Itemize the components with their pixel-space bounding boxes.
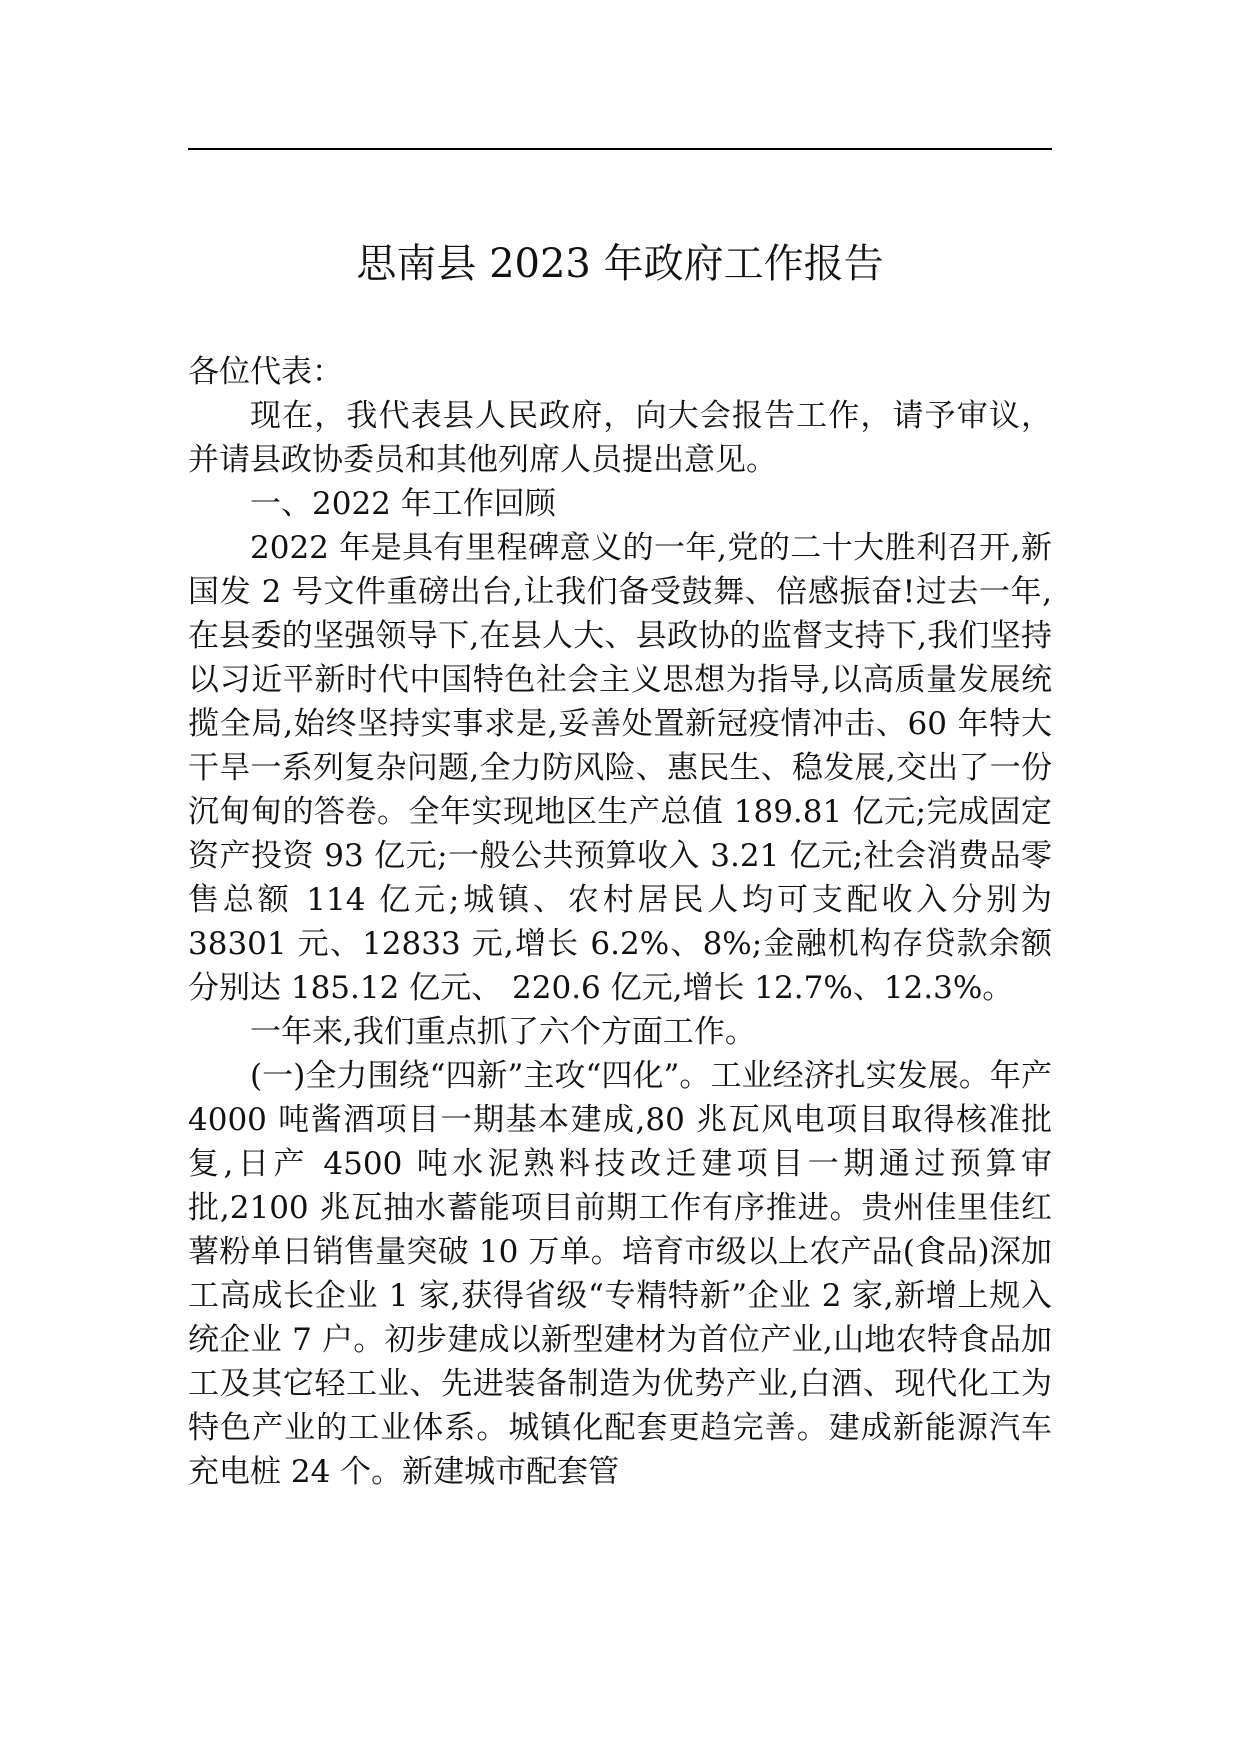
section-heading: 一、2022 年工作回顾 <box>250 486 556 522</box>
document-body <box>188 350 1052 1494</box>
paragraph: 2022 年是具有里程碑意义的一年,党的二十大胜利召开,新国发 2 号文件重磅出台,让我们备受鼓舞、倍感振奋!过去一年,在县委的坚强领导下,在县人大、县政协的监督支持下,我们坚持以习近平新时代中国特色社会主义思想为指导,以高质量发展统揽全局,始终坚持实事求是,妥善处置新冠疫情冲击、60 年特大干旱一系列复杂问题,全力防风险、惠民生、稳发展,交出了一份沉甸甸的答卷。全年实现地区生产总值 189.81 亿元;完成固定资产投资 93 亿元;一般公共预算收入 3.21 亿元;社会消费品零售总额 114 亿元;城镇、农村居民人均可支配收入分别为 38301 元、12833 元,增长 6.2%、8%;金融机构存贷款余额分别达 185.12 亿元、 220.6 亿元,增长 12.7%、12.3%。 <box>188 530 1052 1006</box>
header-rule <box>188 148 1052 150</box>
paragraph: 现在，我代表县人民政府，向大会报告工作，请予审议，并请县政协委员和其他列席人员提出意见。 <box>188 398 1052 478</box>
paragraph: 一年来,我们重点抓了六个方面工作。 <box>250 1014 756 1050</box>
salutation: 各位代表： <box>188 354 343 390</box>
document-title: 思南县 2023 年政府工作报告 <box>356 241 884 287</box>
paragraph: (一)全力围绕“四新”主攻“四化”。工业经济扎实发展。年产 4000 吨酱酒项目一期基本建成,80 兆瓦风电项目取得核准批复,日产 4500 吨水泥熟料技改迁建项目一期通过预算审批,2100 兆瓦抽水蓄能项目前期工作有序推进。贵州佳里佳红薯粉单日销售量突破 10 万单。培育市级以上农产品(食品)深加工高成长企业 1 家,获得省级“专精特新”企业 2 家,新增上规入统企业 7 户。初步建成以新型建材为首位产业,山地农特食品加工及其它轻工业、先进装备制造为优势产业,白酒、现代化工为特色产业的工业体系。城镇化配套更趋完善。建成新能源汽车充电桩 24 个。新建城市配套管 <box>188 1058 1052 1490</box>
